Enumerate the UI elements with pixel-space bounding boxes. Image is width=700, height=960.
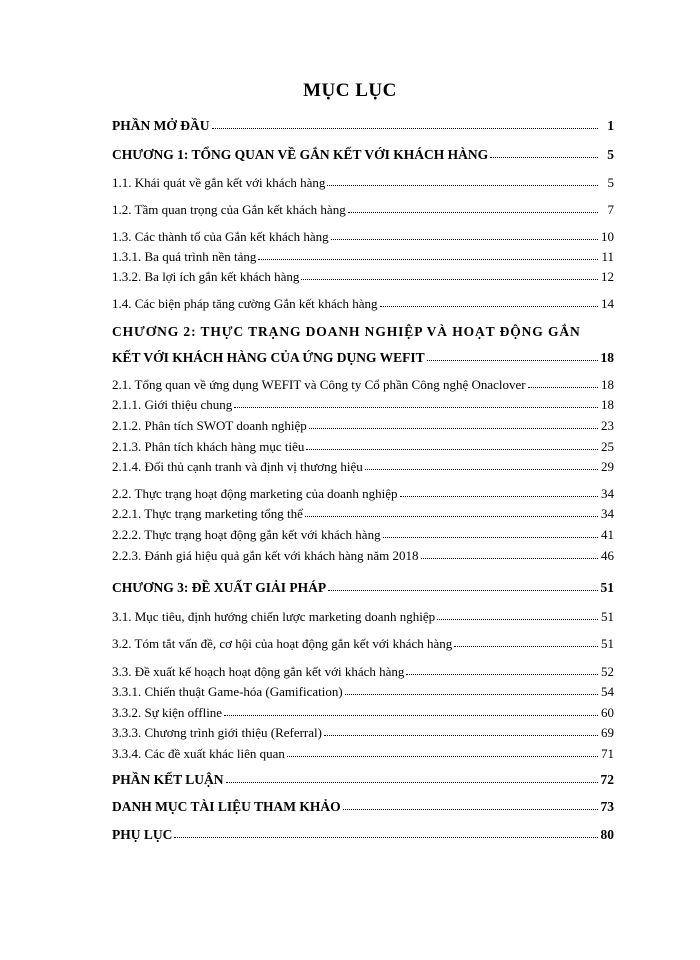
toc-entry-page: 60 <box>601 705 614 720</box>
toc-entry[interactable] <box>112 609 614 625</box>
toc-entry-page: 80 <box>600 827 614 842</box>
toc-entry[interactable] <box>112 229 614 245</box>
toc-entry-title: CHƯƠNG 2: THỰC TRẠNG DOANH NGHIỆP VÀ HOẠT ĐỘNG GẮN <box>112 324 581 339</box>
toc-entry[interactable] <box>112 725 614 741</box>
toc-entry-title: 3.3.2. Sự kiện offline <box>112 705 223 720</box>
toc-entry-page: 12 <box>601 269 614 284</box>
toc-entry[interactable] <box>112 746 614 762</box>
toc-entry-title: 2.2.1. Thực trạng marketing tổng thể <box>112 506 303 521</box>
dot-leader <box>421 548 598 560</box>
toc-entry[interactable] <box>112 772 614 788</box>
dot-leader <box>212 118 599 130</box>
toc-entry[interactable] <box>112 827 614 843</box>
toc-entry-page: 54 <box>601 684 614 699</box>
toc-entry-title: 1.4. Các biện pháp tăng cường Gắn kết khách hàng <box>112 296 378 311</box>
toc-entry-page: 14 <box>601 296 614 311</box>
toc-entry[interactable] <box>112 377 614 393</box>
toc-entry[interactable] <box>112 118 614 134</box>
toc-entry-page: 18 <box>600 350 614 365</box>
toc-entry-page: 18 <box>601 377 614 392</box>
toc-entry[interactable] <box>112 527 614 543</box>
toc-entry-title: 2.1.2. Phân tích SWOT doanh nghiệp <box>112 418 307 433</box>
dot-leader <box>490 147 598 159</box>
toc-entry-page: 51 <box>601 609 614 624</box>
toc-entry[interactable] <box>112 684 614 700</box>
dot-leader <box>287 746 598 758</box>
dot-leader <box>348 202 598 214</box>
dot-leader <box>400 486 598 498</box>
toc-entry[interactable] <box>112 350 614 366</box>
toc-entry-page: 25 <box>601 439 614 454</box>
toc-entry-page: 46 <box>601 548 614 563</box>
toc-entry[interactable] <box>112 580 614 596</box>
toc-entry-title: DANH MỤC TÀI LIỆU THAM KHẢO <box>112 799 341 814</box>
dot-leader <box>528 377 598 389</box>
toc-entry-page: 5 <box>607 175 614 190</box>
dot-leader <box>331 229 598 241</box>
dot-leader <box>437 609 598 621</box>
toc-entry-page: 69 <box>601 725 614 740</box>
dot-leader <box>380 296 598 308</box>
dot-leader <box>309 418 598 430</box>
toc-entry-line1[interactable] <box>112 324 582 340</box>
toc-entry-title: 2.2. Thực trạng hoạt động marketing của doanh nghiệp <box>112 486 398 501</box>
toc-entry[interactable] <box>112 202 614 218</box>
toc-entry-title: 2.1. Tổng quan về ứng dụng WEFIT và Công ty Cổ phần Công nghệ Onaclover <box>112 377 526 392</box>
toc-entry-page: 1 <box>607 118 614 133</box>
toc-entry-title: 1.3.1. Ba quá trình nền tảng <box>112 249 257 264</box>
toc-entry-title: PHẦN KẾT LUẬN <box>112 772 224 787</box>
toc-entry-title: 2.1.1. Giới thiệu chung <box>112 397 233 412</box>
toc-entry-title: 3.3.4. Các đề xuất khác liên quan <box>112 746 285 761</box>
dot-leader <box>328 580 598 592</box>
toc-entry-page: 72 <box>600 772 614 787</box>
toc-entry-title: 3.3.3. Chương trình giới thiệu (Referral) <box>112 725 322 740</box>
toc-entry-title: 1.2. Tầm quan trọng của Gắn kết khách hàng <box>112 202 346 217</box>
toc-entry-page: 23 <box>601 418 614 433</box>
toc-entry[interactable] <box>112 439 614 455</box>
toc-entry[interactable] <box>112 548 614 564</box>
toc-entry[interactable] <box>112 418 614 434</box>
dot-leader <box>301 269 598 281</box>
toc-entry[interactable] <box>112 175 614 191</box>
dot-leader <box>406 664 598 676</box>
dot-leader <box>224 705 598 717</box>
toc-entry-page: 71 <box>601 746 614 761</box>
toc-entry-title: PHẦN MỞ ĐẦU <box>112 118 210 133</box>
toc-entry-page: 51 <box>601 636 614 651</box>
dot-leader <box>345 684 598 696</box>
toc-entry[interactable] <box>112 486 614 502</box>
dot-leader <box>306 439 598 451</box>
toc-entry-page: 7 <box>607 202 614 217</box>
toc-entry[interactable] <box>112 636 614 652</box>
dot-leader <box>226 772 598 784</box>
toc-entry[interactable] <box>112 799 614 815</box>
dot-leader <box>343 799 598 811</box>
dot-leader <box>383 527 598 539</box>
toc-entry-title: 2.2.2. Thực trạng hoạt động gắn kết với khách hàng <box>112 527 381 542</box>
toc-entry-page: 11 <box>601 249 614 264</box>
toc-entry-title: KẾT VỚI KHÁCH HÀNG CỦA ỨNG DỤNG WEFIT <box>112 350 425 365</box>
dot-leader <box>234 397 598 409</box>
dot-leader <box>327 175 598 187</box>
toc-entry-title: 2.2.3. Đánh giá hiệu quả gắn kết với khách hàng năm 2018 <box>112 548 419 563</box>
dot-leader <box>174 827 598 839</box>
toc-entry-title: 1.3. Các thành tố của Gắn kết khách hàng <box>112 229 329 244</box>
toc-entry[interactable] <box>112 705 614 721</box>
toc-entry-title: 2.1.4. Đối thủ cạnh tranh và định vị thương hiệu <box>112 459 363 474</box>
toc-entry[interactable] <box>112 664 614 680</box>
toc-entry[interactable] <box>112 269 614 285</box>
toc-entry[interactable] <box>112 506 614 522</box>
dot-leader <box>324 725 598 737</box>
toc-entry[interactable] <box>112 459 614 475</box>
toc-entry-title: PHỤ LỤC <box>112 827 173 842</box>
toc-entry-page: 41 <box>601 527 614 542</box>
toc-entry-page: 18 <box>601 397 614 412</box>
toc-entry-title: 2.1.3. Phân tích khách hàng mục tiêu <box>112 439 305 454</box>
dot-leader <box>258 249 598 261</box>
toc-entry-page: 51 <box>600 580 614 595</box>
toc-entry[interactable] <box>112 147 614 163</box>
toc-entry[interactable] <box>112 249 614 265</box>
toc-entry-title: 3.2. Tóm tắt vấn đề, cơ hội của hoạt động gắn kết với khách hàng <box>112 636 453 651</box>
toc-entry[interactable] <box>112 296 614 312</box>
dot-leader <box>454 636 598 648</box>
toc-entry[interactable] <box>112 397 614 413</box>
dot-leader <box>427 350 598 362</box>
dot-leader <box>305 506 598 518</box>
dot-leader <box>365 459 598 471</box>
toc-entry-title: 3.1. Mục tiêu, định hướng chiến lược marketing doanh nghiệp <box>112 609 436 624</box>
page-title: MỤC LỤC <box>303 80 397 101</box>
toc-entry-title: CHƯƠNG 3: ĐỀ XUẤT GIẢI PHÁP <box>112 580 327 595</box>
toc-entry-page: 34 <box>601 486 614 501</box>
toc-entry-page: 34 <box>601 506 614 521</box>
toc-entry-page: 73 <box>600 799 614 814</box>
toc-entry-page: 5 <box>607 147 614 162</box>
toc-entry-title: 3.3. Đề xuất kế hoạch hoạt động gắn kết với khách hàng <box>112 664 405 679</box>
toc-entry-title: 1.3.2. Ba lợi ích gắn kết khách hàng <box>112 269 300 284</box>
toc-entry-title: 1.1. Khái quát về gắn kết với khách hàng <box>112 175 326 190</box>
toc-entry-title: 3.3.1. Chiến thuật Game-hóa (Gamification) <box>112 684 343 699</box>
toc-entry-title: CHƯƠNG 1: TỔNG QUAN VỀ GẮN KẾT VỚI KHÁCH HÀNG <box>112 147 489 162</box>
toc-entry-page: 10 <box>601 229 614 244</box>
toc-entry-page: 52 <box>601 664 614 679</box>
toc-entry-page: 29 <box>601 459 614 474</box>
